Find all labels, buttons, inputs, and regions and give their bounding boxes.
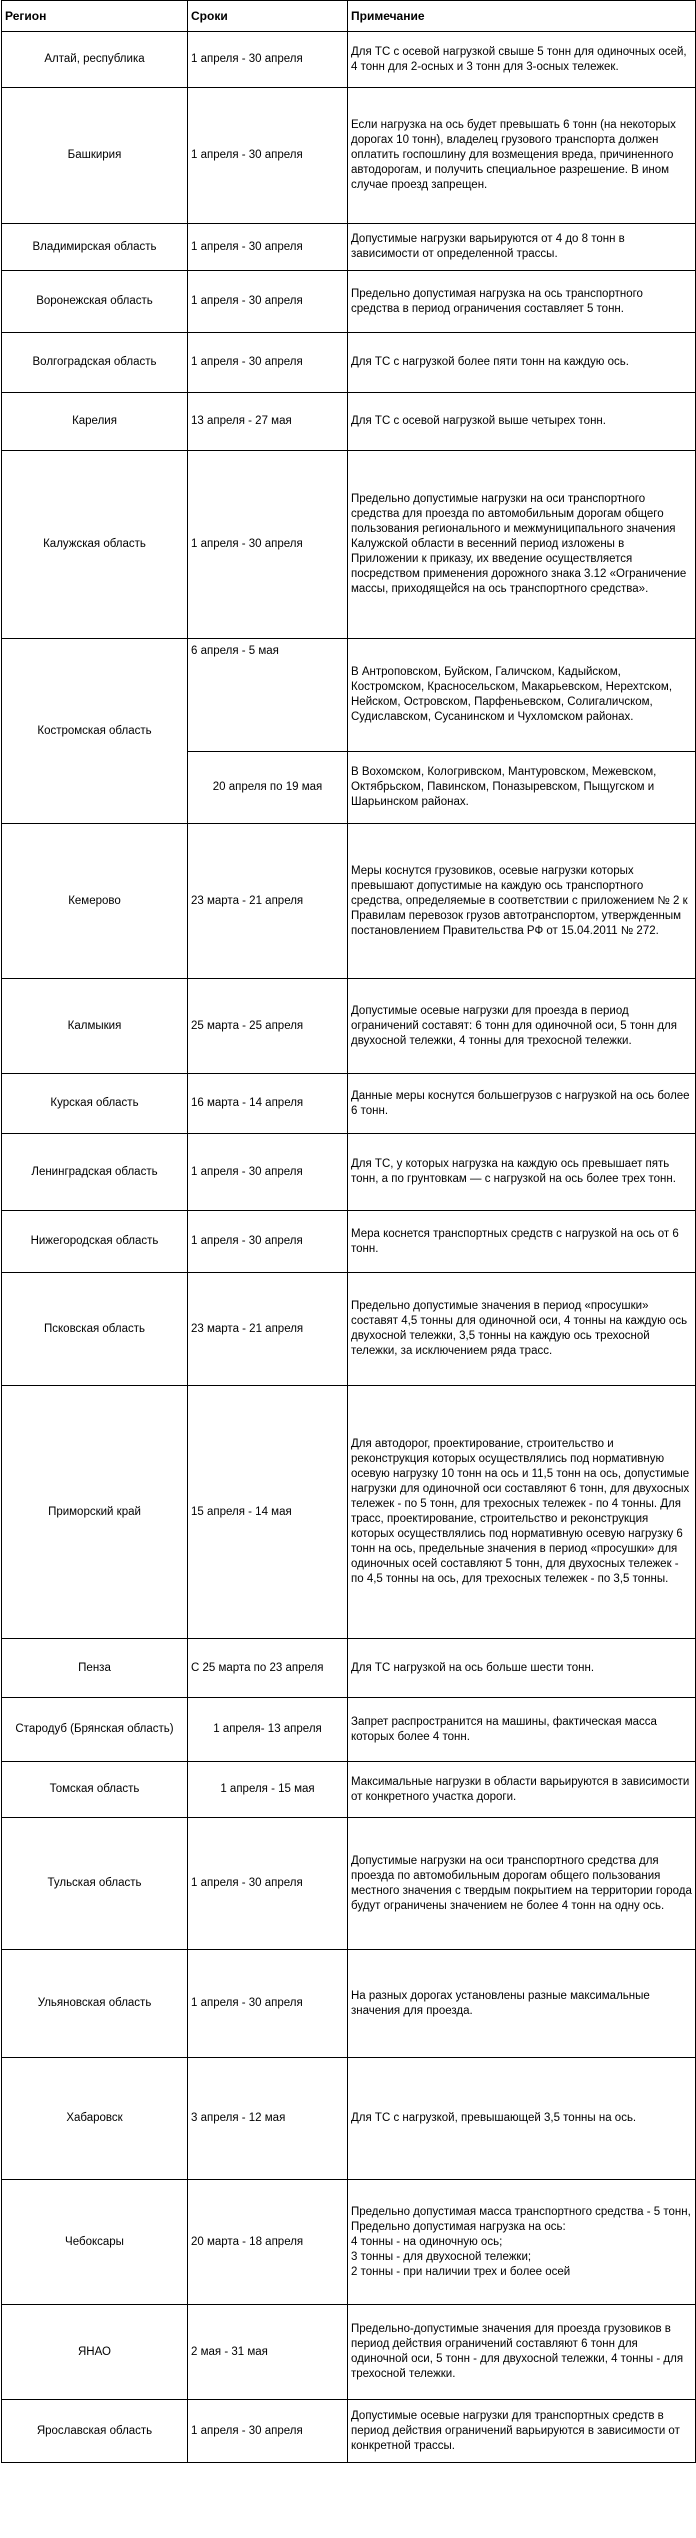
table-row: [2, 1950, 696, 2058]
region-cell: Кемерово: [2, 824, 188, 979]
note-cell: Меры коснутся грузовиков, осевые нагрузки которых превышают допустимые на каждую ось транспортного средства, определяемые в соответствии с приложением № 2 к Правилам перевозок грузов автотранспортом, утвержденным постановлением Правительства РФ от 15.04.2011 № 272.: [348, 824, 696, 979]
period-cell: 6 апреля - 5 мая: [188, 639, 348, 752]
period-cell: 23 марта - 21 апреля: [188, 1273, 348, 1386]
note-cell: Запрет распространится на машины, фактическая масса которых более 4 тонн.: [348, 1698, 696, 1762]
region-cell: Калмыкия: [2, 979, 188, 1074]
region-cell: Томская область: [2, 1762, 188, 1818]
period-cell: 1 апреля - 30 апреля: [188, 1211, 348, 1273]
period-cell: 1 апреля - 30 апреля: [188, 224, 348, 271]
note-cell: Допустимые осевые нагрузки для транспортных средств в период действия ограничений варьируются в зависимости от конкретной трассы.: [348, 2400, 696, 2463]
region-cell: Карелия: [2, 393, 188, 451]
period-cell: 1 апреля - 30 апреля: [188, 1134, 348, 1211]
period-cell: 1 апреля - 30 апреля: [188, 88, 348, 224]
table-row: [2, 2058, 696, 2180]
region-cell: Башкирия: [2, 88, 188, 224]
region-cell: Стародуб (Брянская область): [2, 1698, 188, 1762]
region-cell: Калужская область: [2, 451, 188, 639]
period-cell: 20 марта - 18 апреля: [188, 2180, 348, 2305]
note-cell: В Вохомском, Кологривском, Мантуровском, Межевском, Октябрьском, Павинском, Поназыревском, Пыщугском и Шарьинском районах.: [348, 752, 696, 824]
table-row: [2, 393, 696, 451]
table-row: [2, 1074, 696, 1134]
table-row: [2, 224, 696, 271]
table-row: [2, 1639, 696, 1698]
table-row: [2, 1386, 696, 1639]
note-cell: Для ТС с нагрузкой более пяти тонн на каждую ось.: [348, 333, 696, 393]
table-row: [2, 2305, 696, 2400]
region-cell: Ленинградская область: [2, 1134, 188, 1211]
note-cell: Для автодорог, проектирование, строительство и реконструкция которых осуществлялись под нормативную осевую нагрузку 10 тонн на ось и 11,5 тонн на ось, допустимые нагрузки для одиночной оси составляют 6 тонн, для двухосных тележек - по 5 тонн, для трехосных тележек - по 4 тонны. Для трасс, проектирование, строительство и реконструкция которых осуществлялись под нормативную осевую нагрузку 6 тонн на ось, предельные значения в период «просушки» для одиночных осей составляют 5 тонн, для двухосных тележек - по 4,5 тонны на ось, для трехосных тележек - по 3,5 тонны.: [348, 1386, 696, 1639]
table-row: [2, 1698, 696, 1762]
header-note: Примечание: [348, 1, 696, 32]
period-cell: 1 апреля - 30 апреля: [188, 333, 348, 393]
note-cell: Данные меры коснутся большегрузов с нагрузкой на ось более 6 тонн.: [348, 1074, 696, 1134]
region-cell: Волгоградская область: [2, 333, 188, 393]
region-cell: Пенза: [2, 1639, 188, 1698]
period-cell: 1 апреля - 30 апреля: [188, 451, 348, 639]
header-period: Сроки: [188, 1, 348, 32]
table-row: [2, 639, 696, 752]
region-cell: Ульяновская область: [2, 1950, 188, 2058]
period-cell: 1 апреля - 30 апреля: [188, 1818, 348, 1950]
region-cell: Хабаровск: [2, 2058, 188, 2180]
table-row: [2, 824, 696, 979]
region-cell: Чебоксары: [2, 2180, 188, 2305]
restrictions-table: [1, 0, 696, 2463]
period-cell: 15 апреля - 14 мая: [188, 1386, 348, 1639]
table-row: [2, 88, 696, 224]
table-row: [2, 1762, 696, 1818]
table-row: [2, 979, 696, 1074]
note-cell: Предельно-допустимые значения для проезда грузовиков в период действия ограничений составляют 6 тонн для одиночной оси, 5 тонн - для двухосной тележки, 4 тонны - для трехосной тележки.: [348, 2305, 696, 2400]
note-cell: Допустимые нагрузки варьируются от 4 до 8 тонн в зависимости от определенной трассы.: [348, 224, 696, 271]
period-cell: С 25 марта по 23 апреля: [188, 1639, 348, 1698]
note-cell: В Антроповском, Буйском, Галичском, Кадыйском, Костромском, Красносельском, Макарьевском, Нерехтском, Нейском, Островском, Парфеньевском, Солигаличском, Судиславском, Сусанинском и Чухломском районах.: [348, 639, 696, 752]
note-cell: Предельно допустимые значения в период «просушки» составят 4,5 тонны для одиночной оси, 4 тонны на каждую ось двухосной тележки, 3,5 тонны на каждую ось трехосной тележки, за исключением ряда трасс.: [348, 1273, 696, 1386]
note-cell: Для ТС нагрузкой на ось больше шести тонн.: [348, 1639, 696, 1698]
note-cell: На разных дорогах установлены разные максимальные значения для проезда.: [348, 1950, 696, 2058]
note-cell: Предельно допустимые нагрузки на оси транспортного средства для проезда по автомобильным дорогам общего пользования регионального и межмуниципального значения Калужской области в весенний период изложены в Приложении к приказу, их введение осуществляется посредством применения дорожного знака 3.12 «Ограничение массы, приходящейся на ось транспортного средства».: [348, 451, 696, 639]
table-row: [2, 451, 696, 639]
header-row: [2, 1, 696, 32]
region-cell: Владимирская область: [2, 224, 188, 271]
period-cell: 16 марта - 14 апреля: [188, 1074, 348, 1134]
period-cell: 25 марта - 25 апреля: [188, 979, 348, 1074]
region-cell: Нижегородская область: [2, 1211, 188, 1273]
period-cell: 1 апреля - 30 апреля: [188, 2400, 348, 2463]
note-cell: Для ТС с осевой нагрузкой выше четырех тонн.: [348, 393, 696, 451]
table-row: [2, 32, 696, 88]
note-cell: Допустимые нагрузки на оси транспортного средства для проезда по автомобильным дорогам общего пользования местного значения с твердым покрытием на территории города будут ограничены значением не более 4 тонн на одну ось.: [348, 1818, 696, 1950]
region-cell: Ярославская область: [2, 2400, 188, 2463]
table-row: [2, 1273, 696, 1386]
table-row: [2, 1211, 696, 1273]
table-row: [2, 271, 696, 333]
period-cell: 1 апреля - 15 мая: [188, 1762, 348, 1818]
period-cell: 23 марта - 21 апреля: [188, 824, 348, 979]
period-cell: 1 апреля - 30 апреля: [188, 1950, 348, 2058]
note-cell: Предельно допустимая масса транспортного средства - 5 тонн, Предельно допустимая нагрузка на ось: 4 тонны - на одиночную ось; 3 тонны - для двухосной тележки; 2 тонны - при наличии трех и более осей: [348, 2180, 696, 2305]
period-cell: 1 апреля- 13 апреля: [188, 1698, 348, 1762]
region-cell: Курская область: [2, 1074, 188, 1134]
note-cell: Мера коснется транспортных средств с нагрузкой на ось от 6 тонн.: [348, 1211, 696, 1273]
table-row: [2, 333, 696, 393]
period-cell: 13 апреля - 27 мая: [188, 393, 348, 451]
region-cell: Алтай, республика: [2, 32, 188, 88]
region-cell: Костромская область: [2, 639, 188, 824]
period-cell: 3 апреля - 12 мая: [188, 2058, 348, 2180]
header-region: Регион: [2, 1, 188, 32]
note-cell: Для ТС с нагрузкой, превышающей 3,5 тонны на ось.: [348, 2058, 696, 2180]
note-cell: Максимальные нагрузки в области варьируются в зависимости от конкретного участка дороги.: [348, 1762, 696, 1818]
period-cell: 2 мая - 31 мая: [188, 2305, 348, 2400]
region-cell: Псковская область: [2, 1273, 188, 1386]
period-cell: 1 апреля - 30 апреля: [188, 32, 348, 88]
table-row: [2, 1818, 696, 1950]
period-cell: 1 апреля - 30 апреля: [188, 271, 348, 333]
table-row: [2, 2400, 696, 2463]
note-cell: Для ТС с осевой нагрузкой свыше 5 тонн для одиночных осей, 4 тонн для 2-осных и 3 тонн для 3-осных тележек.: [348, 32, 696, 88]
region-cell: Приморский край: [2, 1386, 188, 1639]
period-cell: 20 апреля по 19 мая: [188, 752, 348, 824]
table-row: [2, 1134, 696, 1211]
note-cell: Предельно допустимая нагрузка на ось транспортного средства в период ограничения составляет 5 тонн.: [348, 271, 696, 333]
note-cell: Допустимые осевые нагрузки для проезда в период ограничений составят: 6 тонн для одиночной оси, 5 тонн для двухосной тележки, 4 тонны для трехосной тележки.: [348, 979, 696, 1074]
table-row: [2, 2180, 696, 2305]
region-cell: ЯНАО: [2, 2305, 188, 2400]
region-cell: Воронежская область: [2, 271, 188, 333]
note-cell: Для ТС, у которых нагрузка на каждую ось превышает пять тонн, а по грунтовкам — с нагрузкой на ось более трех тонн.: [348, 1134, 696, 1211]
note-cell: Если нагрузка на ось будет превышать 6 тонн (на некоторых дорогах 10 тонн), владелец грузового транспорта должен оплатить госпошлину для возмещения вреда, причиненного автодорогам, и получить специальное разрешение. В ином случае проезд запрещен.: [348, 88, 696, 224]
region-cell: Тульская область: [2, 1818, 188, 1950]
